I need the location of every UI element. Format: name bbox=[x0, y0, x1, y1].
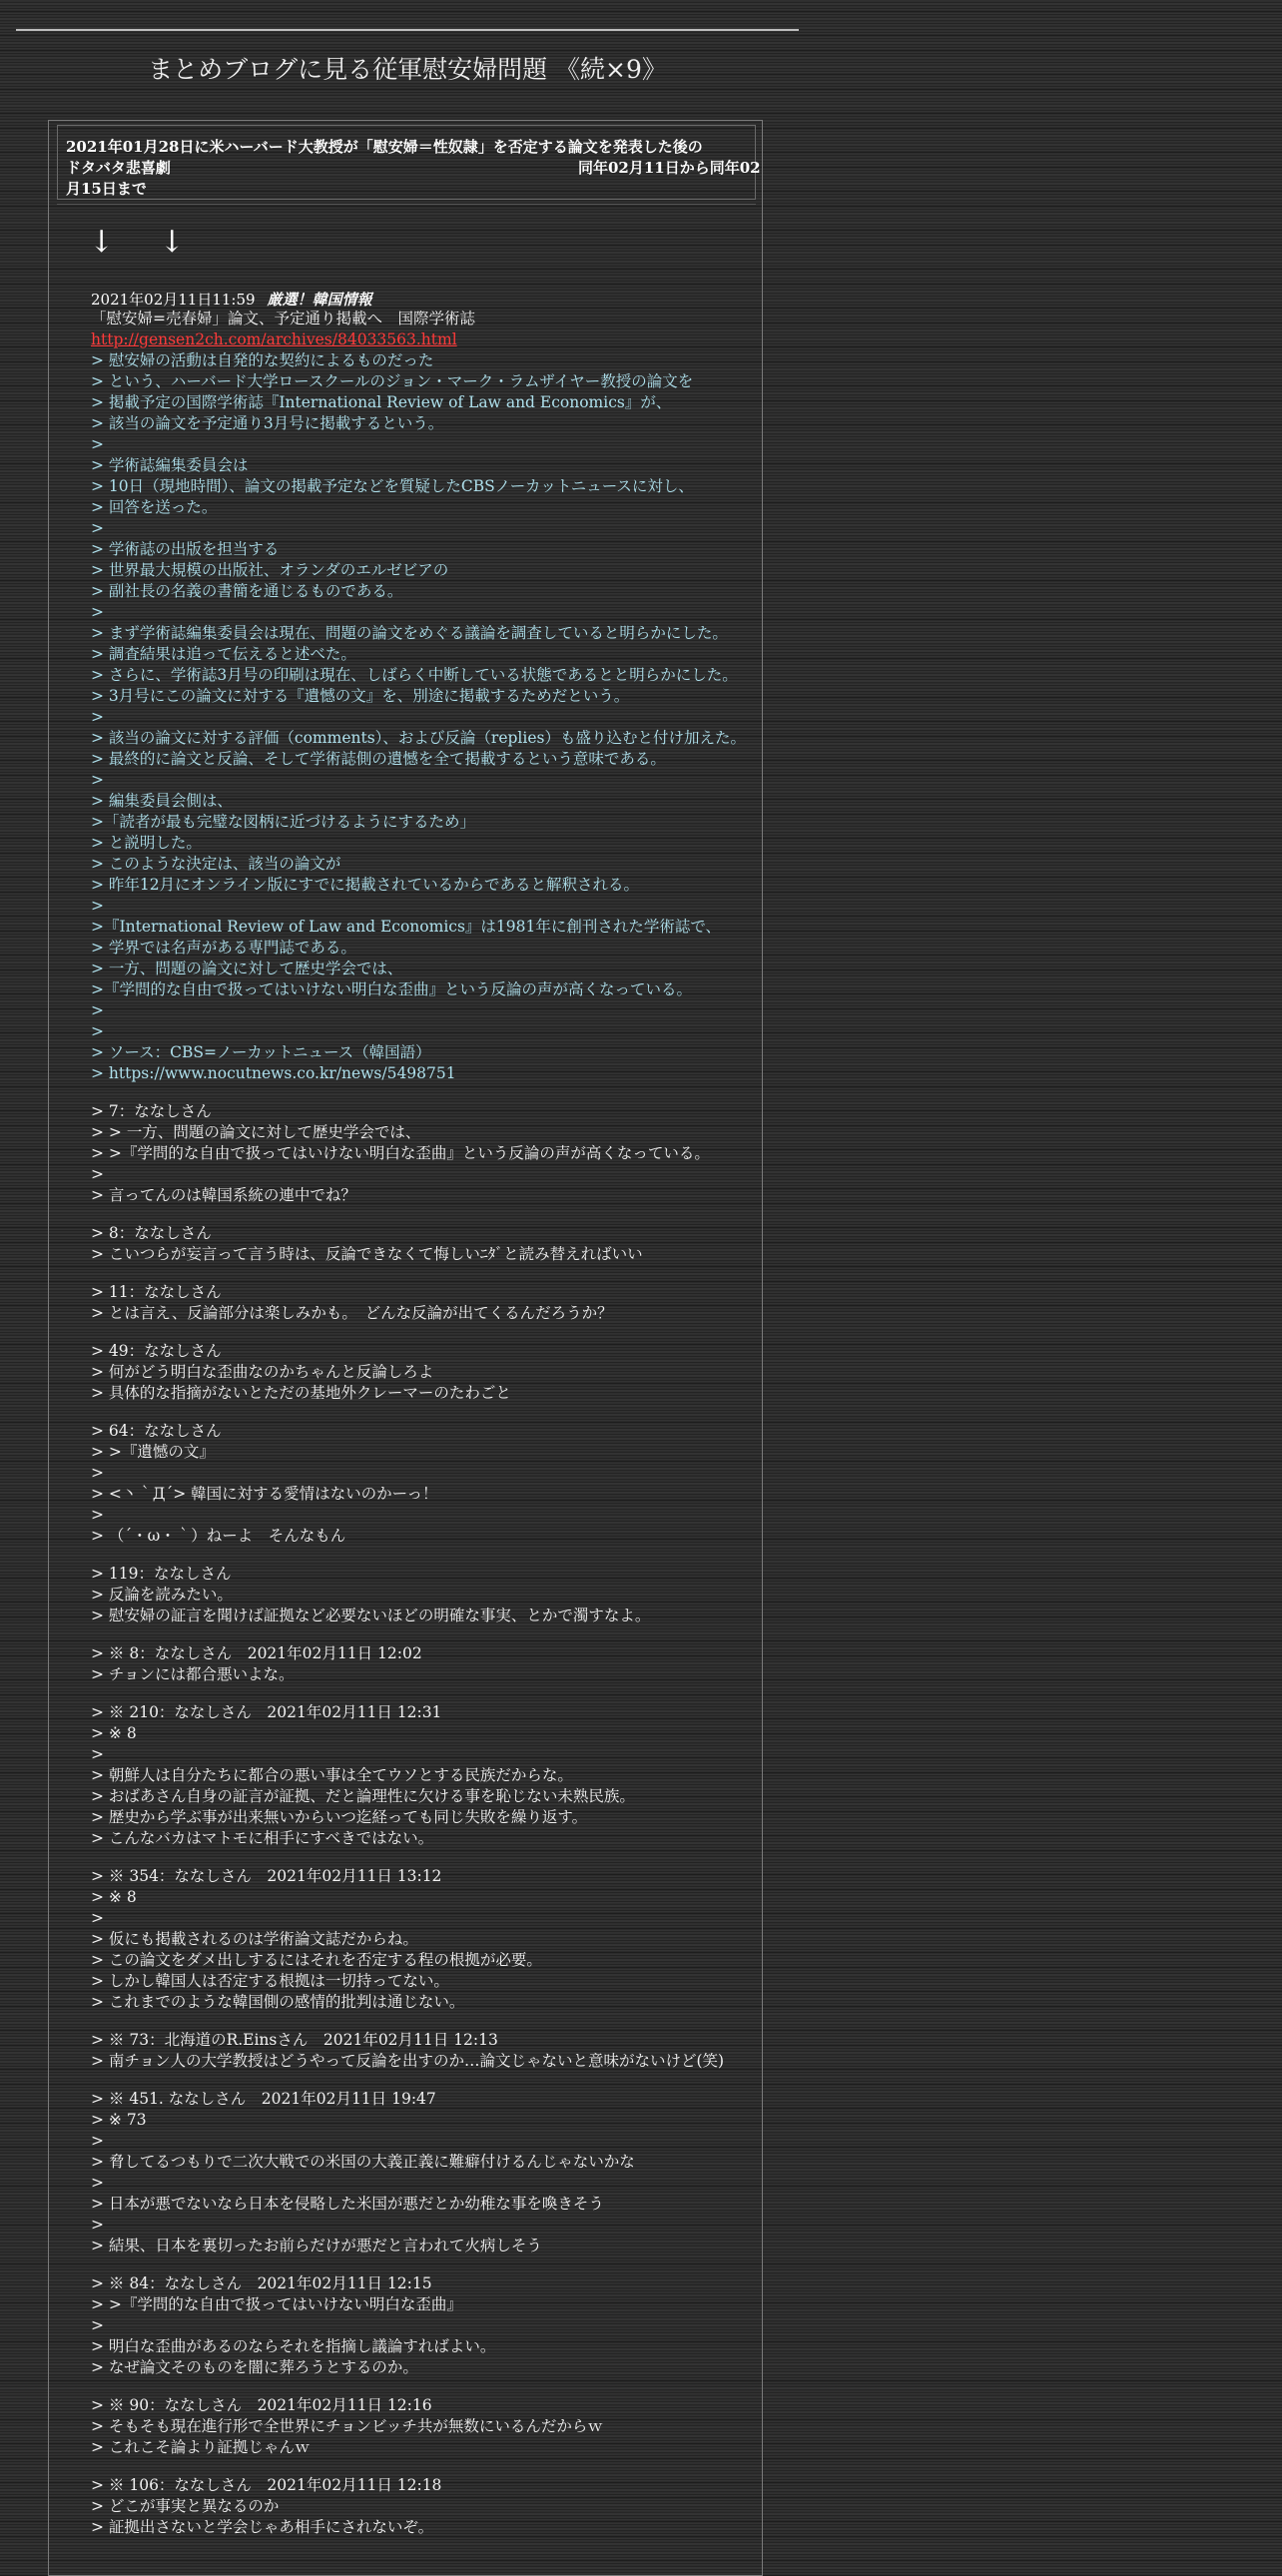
quoted-article-line: > bbox=[91, 435, 104, 453]
comment-line: > ※ 210：ななしさん 2021年02月11日 12:31 bbox=[91, 1703, 442, 1721]
top-rule bbox=[16, 29, 799, 31]
comment-line: > 日本が悪でないなら日本を侵略した米国が悪だとか幼稚な事を喚きそう bbox=[91, 2195, 604, 2213]
comment-line: > こんなバカはマトモに相手にすべきではない。 bbox=[91, 1829, 434, 1847]
quoted-article-line: > 学術誌編集委員会は bbox=[91, 456, 249, 474]
spacer bbox=[91, 2256, 760, 2273]
quoted-article-line: > 10日（現地時間）、論文の掲載予定などを質疑したCBSノーカットニュースに対し、 bbox=[91, 477, 694, 495]
comment-line: > 慰安婦の証言を聞けば証拠など必要ないほどの明確な事実、とかで濁すなよ。 bbox=[91, 1607, 651, 1624]
comment-line: > ※ 8：ななしさん 2021年02月11日 12:02 bbox=[91, 1644, 422, 1662]
spacer bbox=[91, 2072, 760, 2089]
comment-line: 「慰安婦=売春婦」論文、予定通り掲載へ 国際学術誌 bbox=[91, 310, 475, 327]
comment-line: > bbox=[91, 2316, 104, 2334]
spacer bbox=[91, 2013, 760, 2030]
quoted-article-line: > 該当の論文を予定通り3月号に掲載するという。 bbox=[91, 414, 444, 432]
spacer bbox=[91, 2458, 760, 2475]
comment-line: > 具体的な指摘がないとただの基地外クレーマーのたわごと bbox=[91, 1384, 511, 1402]
comment-line: > bbox=[91, 1745, 104, 1763]
comment-line: > ※ 8 bbox=[91, 1724, 137, 1742]
comment-line: > なぜ論文そのものを闇に葬ろうとするのか。 bbox=[91, 2358, 418, 2376]
spacer bbox=[91, 1265, 760, 1282]
comment-line: > 仮にも掲載されるのは学術論文誌だからね。 bbox=[91, 1930, 418, 1948]
quoted-article-line: > bbox=[91, 897, 104, 915]
comment-line: > この論文をダメ出しするにはそれを否定する程の根拠が必要。 bbox=[91, 1951, 542, 1969]
comment-line: > ※ 354：ななしさん 2021年02月11日 13:12 bbox=[91, 1867, 442, 1885]
comment-line: > これこそ論より証拠じゃんｗ bbox=[91, 2438, 311, 2456]
comment-line: > そもそも現在進行形で全世界にチョンビッチ共が無数にいるんだからｗ bbox=[91, 2417, 603, 2435]
comment-line: > ※ 451. ななしさん 2021年02月11日 19:47 bbox=[91, 2090, 436, 2108]
comment-line: > ※ 8 bbox=[91, 1888, 137, 1906]
comment-line: > 何がどう明白な歪曲なのかちゃんと反論しろよ bbox=[91, 1363, 434, 1381]
header-line-2-left: ドタバタ悲喜劇 bbox=[66, 159, 171, 177]
quoted-article-line: > 編集委員会側は、 bbox=[91, 792, 233, 810]
quoted-article-line: > bbox=[91, 771, 104, 789]
quoted-article-line: > bbox=[91, 1001, 104, 1019]
spacer bbox=[91, 1324, 760, 1341]
spacer bbox=[91, 1404, 760, 1421]
comment-line: > 言ってんのは韓国系統の連中でね？ bbox=[91, 1186, 356, 1204]
comment-line: > 119：ななしさん bbox=[91, 1565, 232, 1583]
comment-line: > 明白な歪曲があるのならそれを指摘し議論すればよい。 bbox=[91, 2337, 496, 2355]
comment-line: > こいつらが妄言って言う時は、反論できなくて悔しいﾆﾀﾞと読み替えればいい bbox=[91, 1245, 643, 1263]
spacer bbox=[91, 1685, 760, 1702]
comment-line: > <丶｀Д´> 韓国に対する愛情はないのかーっ！ bbox=[91, 1485, 438, 1503]
comment-line: > >『学問的な自由で扱ってはいけない明白な歪曲』という反論の声が高くなっている。 bbox=[91, 1144, 710, 1162]
quoted-article-line: > bbox=[91, 1022, 104, 1040]
comment-line: > 11：ななしさん bbox=[91, 1283, 222, 1301]
comment-line: > ※ 84：ななしさん 2021年02月11日 12:15 bbox=[91, 2274, 432, 2292]
source-link[interactable]: http://gensen2ch.com/archives/84033563.html bbox=[91, 330, 457, 348]
spacer bbox=[91, 1547, 760, 1564]
comment-line: > >『学問的な自由で扱ってはいけない明白な歪曲』 bbox=[91, 2295, 462, 2313]
header-line-2-right: 同年02月11日から同年02 bbox=[578, 159, 761, 177]
comment-line: > ※ 90：ななしさん 2021年02月11日 12:16 bbox=[91, 2396, 432, 2414]
comment-line: > しかし韓国人は否定する根拠は一切持ってない。 bbox=[91, 1972, 449, 1990]
comment-line: > これまでのような韓国側の感情的批判は通じない。 bbox=[91, 1993, 465, 2011]
comment-line: > > 一方、問題の論文に対して歴史学会では、 bbox=[91, 1123, 421, 1141]
quoted-article-line: > 世界最大規模の出版社、オランダのエルゼビアの bbox=[91, 561, 449, 579]
comment-line: > >『遺憾の文』 bbox=[91, 1443, 215, 1461]
quoted-article-line: > 掲載予定の国際学術誌『International Review of Law and Economics』が、 bbox=[91, 393, 672, 411]
comment-line: > 64：ななしさん bbox=[91, 1422, 222, 1440]
comment-line: > チョンには都合悪いよな。 bbox=[91, 1665, 295, 1683]
quoted-article-line: > と説明した。 bbox=[91, 834, 202, 852]
comment-line: > 反論を読みたい。 bbox=[91, 1586, 233, 1604]
comment-line: > どこが事実と異なるのか bbox=[91, 2497, 280, 2515]
comment-line: > 8：ななしさん bbox=[91, 1224, 212, 1242]
header-line-1: 2021年01月28日に米ハーバード大教授が「慰安婦＝性奴隷」を否定する論文を発表した後の bbox=[66, 138, 703, 156]
article-header bbox=[57, 125, 761, 200]
quoted-article-line: > 該当の論文に対する評価（comments）、および反論（replies）も盛り込むと付け加えた。 bbox=[91, 729, 746, 747]
comment-line: > bbox=[91, 1506, 104, 1524]
header-line-3: 月15日まで bbox=[66, 180, 147, 198]
comment-line: > ※ 73：北海道のR.Einsさん 2021年02月11日 12:13 bbox=[91, 2031, 498, 2049]
post-date: 2021年02月11日11:59 bbox=[91, 291, 256, 309]
quoted-article-line: > 学術誌の出版を担当する bbox=[91, 540, 280, 558]
page-title: まとめブログに見る従軍慰安婦問題 《続×9》 bbox=[148, 55, 667, 84]
post-source: 厳選！韓国情報 bbox=[267, 291, 372, 309]
body-divider bbox=[57, 204, 756, 205]
comment-line: > ※ 106：ななしさん 2021年02月11日 12:18 bbox=[91, 2476, 442, 2494]
quoted-article-line: > bbox=[91, 519, 104, 537]
quoted-article-line: > このような決定は、該当の論文が bbox=[91, 855, 341, 873]
comment-line: > bbox=[91, 2216, 104, 2234]
comment-line: > 49：ななしさん bbox=[91, 1342, 222, 1360]
comment-line: > とは言え、反論部分は楽しみかも。 どんな反論が出てくるんだろうか？ bbox=[91, 1304, 613, 1322]
comment-line: > bbox=[91, 2132, 104, 2150]
quoted-article-line: >『学問的な自由で扱ってはいけない明白な歪曲』という反論の声が高くなっている。 bbox=[91, 980, 692, 998]
comment-line: > ※ 73 bbox=[91, 2111, 147, 2129]
quoted-article-line: >「読者が最も完璧な図柄に近づけるようにするため」 bbox=[91, 813, 475, 831]
quoted-article-line: > 学界では名声がある専門誌である。 bbox=[91, 939, 356, 957]
quoted-article-line: > さらに、学術誌3月号の印刷は現在、しばらく中断している状態であるとと明らかにした。 bbox=[91, 666, 738, 684]
quoted-article-line: > bbox=[91, 708, 104, 726]
quoted-article-line: > 一方、問題の論文に対して歴史学会では、 bbox=[91, 960, 403, 977]
comment-line: > bbox=[91, 1464, 104, 1482]
down-arrows-icon: ↓ ↓ bbox=[89, 225, 203, 260]
article-frame bbox=[48, 120, 763, 2576]
comment-line: > 脅してるつもりで二次大戦での米国の大義正義に難癖付けるんじゃないかな bbox=[91, 2153, 635, 2171]
quoted-article-line: > という、ハーバード大学ロースクールのジョン・マーク・ラムザイヤー教授の論文を bbox=[91, 372, 694, 390]
quoted-article-line: > ソース：CBS=ノーカットニュース（韓国語） bbox=[91, 1043, 431, 1061]
quoted-article-line: > https://www.nocutnews.co.kr/news/5498751 bbox=[91, 1064, 456, 1082]
spacer bbox=[91, 1084, 760, 1101]
comment-line: > 証拠出さないと学会じゃあ相手にされないぞ。 bbox=[91, 2518, 434, 2536]
comment-line: > 南チョン人の大学教授はどうやって反論を出すのか…論文じゃないと意味がないけど(笑) bbox=[91, 2052, 725, 2070]
quoted-article-line: > 回答を送った。 bbox=[91, 498, 218, 516]
comment-line: > 7：ななしさん bbox=[91, 1102, 212, 1120]
spacer bbox=[91, 1849, 760, 1866]
spacer bbox=[91, 2378, 760, 2395]
article-body bbox=[91, 309, 760, 2538]
comment-line: > 朝鮮人は自分たちに都合の悪い事は全てウソとする民族だからな。 bbox=[91, 1766, 573, 1784]
quoted-article-line: > まず学術誌編集委員会は現在、問題の論文をめぐる議論を調査していると明らかにした。 bbox=[91, 624, 728, 642]
comment-line: > bbox=[91, 1165, 104, 1183]
quoted-article-line: > 調査結果は追って伝えると述べた。 bbox=[91, 645, 356, 663]
spacer bbox=[91, 1626, 760, 1643]
comment-line: > 結果、日本を裏切ったお前らだけが悪だと言われて火病しそう bbox=[91, 2237, 542, 2254]
quoted-article-line: > 昨年12月にオンライン版にすでに掲載されているからであると解釈される。 bbox=[91, 876, 639, 894]
quoted-article-line: > 最終的に論文と反論、そして学術誌側の遺憾を全て掲載するという意味である。 bbox=[91, 750, 666, 768]
comment-line: > おばあさん自身の証言が証拠、だと論理性に欠ける事を恥じない未熟民族。 bbox=[91, 1787, 635, 1805]
comment-line: > （´・ω・｀）ねーよ そんなもん bbox=[91, 1527, 346, 1545]
spacer bbox=[91, 1206, 760, 1223]
quoted-article-line: > 慰安婦の活動は自発的な契約によるものだった bbox=[91, 351, 434, 369]
quoted-article-line: > 副社長の名義の書簡を通じるものである。 bbox=[91, 582, 403, 600]
quoted-article-line: > bbox=[91, 603, 104, 621]
quoted-article-line: > 3月号にこの論文に対する『遺憾の文』を、別途に掲載するためだという。 bbox=[91, 687, 630, 705]
comment-line: > bbox=[91, 2174, 104, 2192]
comment-line: > bbox=[91, 1909, 104, 1927]
quoted-article-line: >『International Review of Law and Economics』は1981年に創刊された学術誌で、 bbox=[91, 918, 722, 936]
comment-line: > 歴史から学ぶ事が出来無いからいつ迄経っても同じ失敗を繰り返す。 bbox=[91, 1808, 588, 1826]
post-meta bbox=[91, 289, 372, 310]
